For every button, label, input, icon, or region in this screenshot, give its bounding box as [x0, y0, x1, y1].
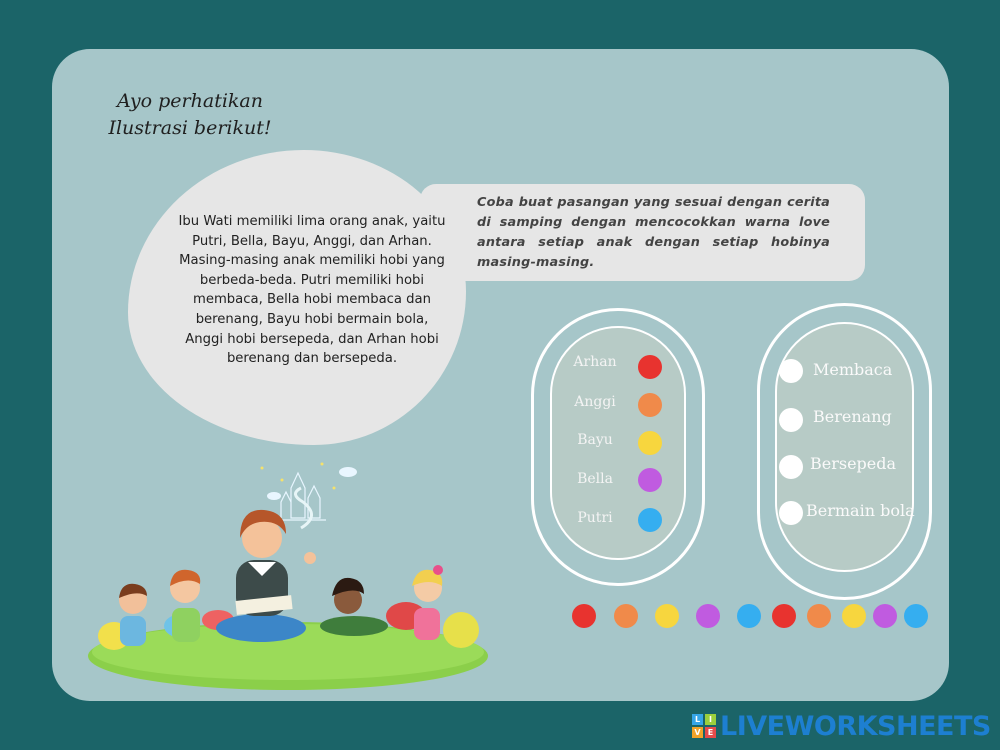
- logo-letter-v: V: [692, 727, 703, 738]
- child-second: [170, 570, 200, 642]
- love-bella-icon[interactable]: [638, 468, 662, 492]
- hobby-dot-bermain-bola[interactable]: [779, 501, 803, 525]
- love-arhan-icon[interactable]: [638, 355, 662, 379]
- child-lying: [320, 578, 388, 636]
- magic-swirl: [295, 488, 311, 528]
- hobby-dot-berenang[interactable]: [779, 408, 803, 432]
- hobby-dot-bersepeda[interactable]: [779, 455, 803, 479]
- instruction-text: Coba buat pasangan yang sesuai dengan cerita di samping dengan mencocokkan warna love antara setiap anak dengan setiap hobinya masing-masing.: [477, 195, 830, 270]
- child-name-anggi: Anggi: [574, 394, 616, 410]
- palette-dot[interactable]: [696, 604, 720, 628]
- child-name-bayu: Bayu: [577, 432, 613, 448]
- child-name-arhan: Arhan: [573, 354, 617, 370]
- teacher: [216, 510, 316, 642]
- hobby-dot-membaca[interactable]: [779, 359, 803, 383]
- love-bayu-icon[interactable]: [638, 431, 662, 455]
- cloud-icon: [267, 467, 357, 500]
- child-right: [412, 565, 443, 640]
- love-anggi-icon[interactable]: [638, 393, 662, 417]
- logo-grid-icon: [692, 714, 716, 738]
- logo-text: LIVEWORKSHEETS: [720, 710, 991, 742]
- child-name-bella: Bella: [577, 471, 613, 487]
- story-text: Ibu Wati memiliki lima orang anak, yaitu Putri, Bella, Bayu, Anggi, dan Arhan. Masing-masing anak memiliki hobi yang berbeda-beda. Putri memiliki hobi membaca, Bella hobi membaca dan berenang, Bayu hobi bermain bola, Anggi hobi bersepeda, dan Arhan hobi berenang dan bersepeda.: [178, 214, 446, 367]
- palette-dot[interactable]: [655, 604, 679, 628]
- hobby-label-berenang: Berenang: [813, 407, 892, 426]
- logo-letter-l: L: [692, 714, 703, 725]
- palette-dot[interactable]: [737, 604, 761, 628]
- palette-dot[interactable]: [772, 604, 796, 628]
- hobby-label-membaca: Membaca: [813, 360, 893, 379]
- hobby-label-bermain-bola: Bermain bola: [806, 501, 915, 520]
- child-left: [119, 584, 147, 646]
- page-title: [100, 88, 280, 142]
- palette-dot[interactable]: [873, 604, 897, 628]
- palette-dot[interactable]: [572, 604, 596, 628]
- title-line-1: Ayo perhatikan: [116, 90, 263, 112]
- sparkles: [261, 463, 336, 490]
- palette-dot[interactable]: [614, 604, 638, 628]
- title-line-2: Ilustrasi berikut!: [108, 117, 272, 139]
- child-name-putri: Putri: [577, 510, 613, 526]
- castle-icon: [276, 473, 326, 520]
- liveworksheets-logo: [692, 710, 991, 742]
- palette-dot[interactable]: [807, 604, 831, 628]
- story-illustration: [86, 458, 496, 698]
- palette-dot[interactable]: [842, 604, 866, 628]
- logo-letter-i: I: [705, 714, 716, 725]
- palette-dot[interactable]: [904, 604, 928, 628]
- logo-letter-e: E: [705, 727, 716, 738]
- love-putri-icon[interactable]: [638, 508, 662, 532]
- hobby-label-bersepeda: Bersepeda: [810, 454, 897, 473]
